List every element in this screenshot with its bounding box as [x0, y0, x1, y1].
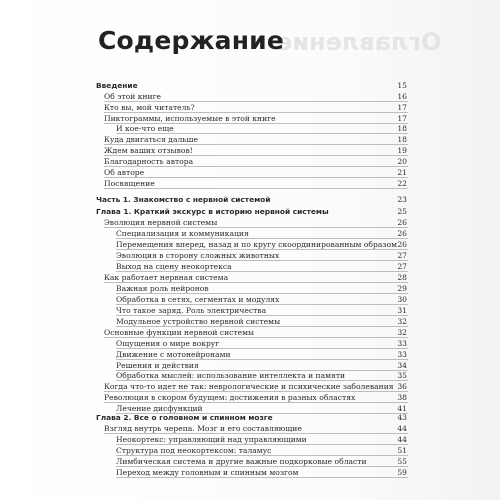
toc-entry: [0, 434, 500, 445]
toc-entry-page-number: 28: [397, 273, 407, 282]
toc-entry-page-number: 35: [397, 371, 407, 380]
toc-entry-title: Переход между головным и спинным мозгом: [116, 468, 299, 477]
toc-entry-page-number: 25: [397, 207, 407, 216]
toc-entry: [0, 156, 500, 167]
toc-entry: [0, 392, 500, 403]
toc-entry-rule: [116, 477, 408, 478]
toc-entry: [0, 239, 500, 250]
toc-entry-page-number: 18: [397, 124, 407, 133]
toc-entry-title: Эволюция нервной системы: [104, 218, 218, 227]
toc-entry-page-number: 44: [397, 424, 407, 433]
toc-entry: [0, 294, 500, 305]
toc-entry-title: Революция в скором будущем: достижения в разных областях: [104, 393, 356, 402]
toc-entry-title: Часть 1. Знакомство с нервной системой: [96, 195, 271, 204]
toc-entry-page-number: 32: [397, 328, 407, 337]
toc-entry-title: Об авторе: [104, 168, 145, 177]
toc-entry-page-number: 15: [397, 81, 407, 90]
toc-entry: [0, 80, 500, 91]
toc-entry-page-number: 17: [397, 114, 407, 123]
toc-entry-page-number: 59: [397, 468, 407, 477]
toc-entry-title: Введение: [96, 81, 138, 90]
toc-entry-title: Благодарность автора: [104, 157, 194, 166]
toc-entry-title: Специализация и коммуникация: [116, 229, 249, 238]
toc-entry: [0, 145, 500, 156]
toc-entry-rule: [104, 188, 408, 189]
toc-entry-page-number: 34: [397, 361, 407, 370]
toc-entry: [0, 349, 500, 360]
toc-entry-page-number: 27: [397, 262, 407, 271]
toc-entry-page-number: 21: [397, 168, 407, 177]
toc-entry-page-number: 33: [397, 350, 407, 359]
toc-entry: [0, 250, 500, 261]
toc-entry-page-number: 38: [397, 393, 407, 402]
toc-entry: [0, 338, 500, 349]
toc-entry-page-number: 41: [397, 404, 407, 413]
toc-entry-page-number: 26: [397, 229, 407, 238]
toc-entry: [0, 167, 500, 178]
toc-entry-page-number: 43: [397, 413, 407, 422]
toc-entry-page-number: 20: [397, 157, 407, 166]
toc-entry: [0, 381, 500, 392]
toc-entry-title: Кто вы, мой читатель?: [104, 103, 195, 112]
toc-entry-title: Ощущения о мире вокруг: [116, 339, 220, 348]
toc-entry-page-number: 22: [397, 179, 407, 188]
toc-entry: [0, 134, 500, 145]
toc-entry: [0, 206, 500, 217]
toc-entry-page-number: 55: [397, 457, 407, 466]
toc-entry-title: Когда что-то идет не так: неврологические и психические заболевания: [104, 382, 394, 391]
toc-entry: [0, 316, 500, 327]
toc-entry: [0, 123, 500, 134]
bleed-through-title: Оглавление: [276, 28, 442, 56]
toc-entry-page-number: 26: [397, 218, 407, 227]
toc-entry: [0, 178, 500, 189]
toc-entry-page-number: 18: [397, 135, 407, 144]
toc-entry-page-number: 32: [397, 317, 407, 326]
toc-entry-title: Об этой книге: [104, 92, 162, 101]
toc-entry-page-number: 44: [397, 435, 407, 444]
toc-entry-title: Лимбическая система и другие важные подкорковые области: [116, 457, 367, 466]
toc-entry: [0, 456, 500, 467]
toc-entry-title: Структура под неокортексом: таламус: [116, 446, 272, 455]
toc-entry-page-number: 17: [397, 103, 407, 112]
toc-entry: [0, 445, 500, 456]
toc-entry: [0, 412, 500, 423]
toc-entry-title: Ждем ваших отзывов!: [104, 146, 193, 155]
toc-entry-page-number: 29: [397, 284, 407, 293]
toc-entry-page-number: 23: [397, 195, 407, 204]
toc-entry-title: Важная роль нейронов: [116, 284, 209, 293]
toc-entry: [0, 370, 500, 381]
toc-entry-title: Как работает нервная система: [104, 273, 229, 282]
toc-entry-title: Основные функции нервной системы: [104, 328, 255, 337]
toc-entry-page-number: 33: [397, 339, 407, 348]
toc-entry: [0, 261, 500, 272]
toc-entry: [0, 217, 500, 228]
toc-entry-title: Лечение дисфункций: [116, 404, 203, 413]
toc-entry-page-number: 51: [397, 446, 407, 455]
toc-entry-title: Глава 1. Краткий экскурс в историю нервной системы: [96, 207, 329, 216]
toc-entry-title: Пиктограммы, используемые в этой книге: [104, 114, 276, 123]
toc-entry: [0, 228, 500, 239]
toc-entry-title: И кое-что еще: [116, 124, 174, 133]
toc-entry-title: Неокортекс: управляющий над управляющими: [116, 435, 307, 444]
toc-entry-title: Обработка в сетях, сегментах и модулях: [116, 295, 280, 304]
toc-entry-page-number: 19: [397, 146, 407, 155]
toc-entry: [0, 194, 500, 205]
toc-entry-title: Перемещения вперед, назад и по кругу скоординированным образом: [116, 240, 397, 249]
page-title: Содержание: [98, 26, 285, 55]
toc-entry: [0, 327, 500, 338]
toc-entry-title: Куда двигаться дальше: [104, 135, 198, 144]
toc-entry: [0, 305, 500, 316]
toc-entry-title: Посвящение: [104, 179, 155, 188]
toc-entry-page-number: 30: [397, 295, 407, 304]
toc-entry-title: Эволюция в сторону сложных животных: [116, 251, 280, 260]
toc-entry-page-number: 16: [397, 92, 407, 101]
toc-entry: [0, 272, 500, 283]
toc-entry: [0, 467, 500, 478]
toc-entry: [0, 102, 500, 113]
toc-entry: [0, 91, 500, 102]
toc-entry-page-number: 31: [397, 306, 407, 315]
toc-entry-page-number: 26: [397, 240, 407, 249]
toc-entry-title: Что такое заряд. Роль электричества: [116, 306, 267, 315]
toc-entry-title: Решения и действия: [116, 361, 199, 370]
toc-entry-page-number: 27: [397, 251, 407, 260]
toc-entry: [0, 423, 500, 434]
toc-entry-page-number: 36: [397, 382, 407, 391]
toc-entry-title: Обработка мыслей: использование интеллекта и памяти: [116, 371, 346, 380]
toc-entry-title: Модульное устройство нервной системы: [116, 317, 281, 326]
toc-entry: [0, 283, 500, 294]
toc-entry-title: Движение с мотонейронами: [116, 350, 231, 359]
toc-entry-title: Взгляд внутрь черепа. Мозг и его составляющие: [104, 424, 302, 433]
toc-entry-title: Глава 2. Все о головном и спинном мозге: [96, 413, 273, 422]
toc-entry-title: Выход на сцену неокортекса: [116, 262, 232, 271]
